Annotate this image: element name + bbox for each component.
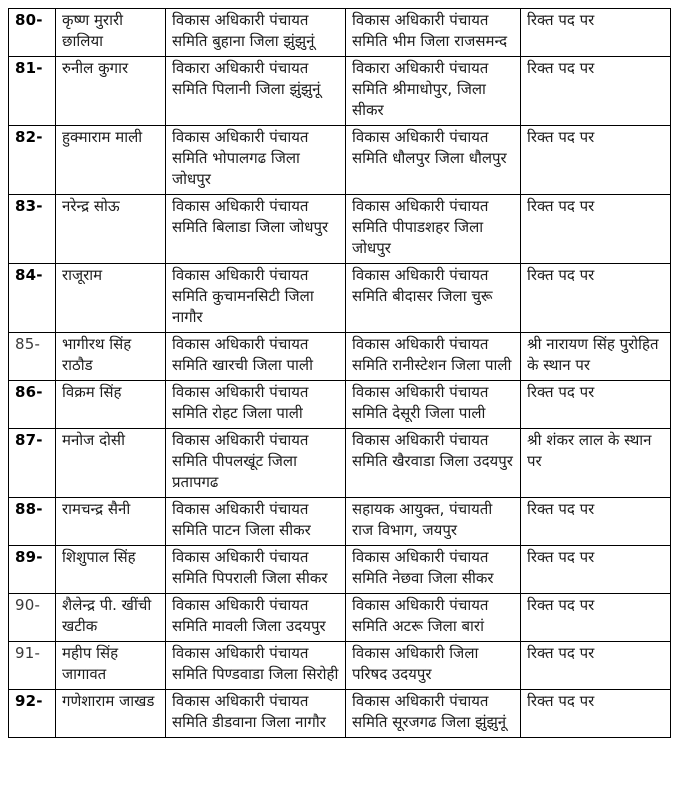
to-post-cell: सहायक आयुक्त, पंचायती राज विभाग, जयपुर [346, 498, 521, 546]
serial-number: 87- [15, 431, 43, 449]
remark-cell: रिक्त पद पर [521, 594, 671, 642]
remark-cell: रिक्त पद पर [521, 9, 671, 57]
remark-cell: रिक्त पद पर [521, 546, 671, 594]
table-row [9, 498, 671, 546]
from-post-cell: विकास अधिकारी पंचायत समिति पिण्डवाडा जिला सिरोही [166, 642, 346, 690]
to-post-cell: विकास अधिकारी पंचायत समिति अटरू जिला बारां [346, 594, 521, 642]
serial-cell [9, 690, 56, 738]
serial-number: 84- [15, 266, 43, 284]
name-cell: नरेन्द्र सोऊ [56, 195, 166, 264]
name-cell: कृष्ण मुरारी छालिया [56, 9, 166, 57]
name-cell: शिशुपाल सिंह [56, 546, 166, 594]
from-post-cell: विकास अधिकारी पंचायत समिति रोहट जिला पाली [166, 381, 346, 429]
name-cell: रामचन्द्र सैनी [56, 498, 166, 546]
serial-cell [9, 195, 56, 264]
name-cell: विक्रम सिंह [56, 381, 166, 429]
from-post-cell: विकारा अधिकारी पंचायत समिति पिलानी जिला झुंझुनूं [166, 57, 346, 126]
table-row [9, 381, 671, 429]
from-post-cell: विकास अधिकारी पंचायत समिति पीपलखूंट जिला प्रतापगढ [166, 429, 346, 498]
name-cell: मनोज दोसी [56, 429, 166, 498]
from-post-cell: विकास अधिकारी पंचायत समिति खारची जिला पाली [166, 333, 346, 381]
from-post-cell: विकास अधिकारी पंचायत समिति पाटन जिला सीकर [166, 498, 346, 546]
to-post-cell: विकास अधिकारी पंचायत समिति सूरजगढ जिला झुंझुनूं [346, 690, 521, 738]
serial-number: 86- [15, 383, 43, 401]
name-cell: भागीरथ सिंह राठौड [56, 333, 166, 381]
remark-cell: रिक्त पद पर [521, 690, 671, 738]
serial-number: 89- [15, 548, 43, 566]
serial-cell [9, 498, 56, 546]
table-row [9, 690, 671, 738]
to-post-cell: विकास अधिकारी पंचायत समिति रानीस्टेशन जिला पाली [346, 333, 521, 381]
serial-cell [9, 264, 56, 333]
name-cell: रुनील कुगार [56, 57, 166, 126]
table-row [9, 642, 671, 690]
serial-number: 82- [15, 128, 43, 146]
table-row [9, 195, 671, 264]
serial-cell [9, 594, 56, 642]
table-row [9, 9, 671, 57]
remark-cell: रिक्त पद पर [521, 381, 671, 429]
to-post-cell: विकास अधिकारी पंचायत समिति देसूरी जिला पाली [346, 381, 521, 429]
name-cell: गणेशाराम जाखड [56, 690, 166, 738]
to-post-cell: विकास अधिकारी पंचायत समिति पीपाडशहर जिला जोधपुर [346, 195, 521, 264]
from-post-cell: विकास अधिकारी पंचायत समिति मावली जिला उदयपुर [166, 594, 346, 642]
serial-cell [9, 333, 56, 381]
name-cell: राजूराम [56, 264, 166, 333]
serial-number: 83- [15, 197, 43, 215]
name-cell: हुक्माराम माली [56, 126, 166, 195]
remark-cell: रिक्त पद पर [521, 126, 671, 195]
remark-cell: रिक्त पद पर [521, 498, 671, 546]
table-row [9, 333, 671, 381]
from-post-cell: विकास अधिकारी पंचायत समिति डीडवाना जिला नागौर [166, 690, 346, 738]
to-post-cell: विकास अधिकारी जिला परिषद उदयपुर [346, 642, 521, 690]
remark-cell: रिक्त पद पर [521, 195, 671, 264]
from-post-cell: विकास अधिकारी पंचायत समिति पिपराली जिला सीकर [166, 546, 346, 594]
serial-cell [9, 9, 56, 57]
table-row [9, 429, 671, 498]
to-post-cell: विकास अधिकारी पंचायत समिति नेछवा जिला सीकर [346, 546, 521, 594]
to-post-cell: विकास अधिकारी पंचायत समिति भीम जिला राजसमन्द [346, 9, 521, 57]
serial-cell [9, 126, 56, 195]
to-post-cell: विकास अधिकारी पंचायत समिति बीदासर जिला चुरू [346, 264, 521, 333]
serial-cell [9, 642, 56, 690]
table-row [9, 546, 671, 594]
serial-number: 91- [15, 644, 41, 662]
remark-cell: रिक्त पद पर [521, 264, 671, 333]
serial-cell [9, 381, 56, 429]
name-cell: महीप सिंह जागावत [56, 642, 166, 690]
table-row [9, 594, 671, 642]
serial-cell [9, 429, 56, 498]
remark-cell: रिक्त पद पर [521, 642, 671, 690]
table-row [9, 126, 671, 195]
to-post-cell: विकास अधिकारी पंचायत समिति खैरवाडा जिला उदयपुर [346, 429, 521, 498]
serial-number: 85- [15, 335, 41, 353]
serial-number: 92- [15, 692, 43, 710]
from-post-cell: विकास अधिकारी पंचायत समिति कुचामनसिटी जिला नागौर [166, 264, 346, 333]
from-post-cell: विकास अधिकारी पंचायत समिति बुहाना जिला झुंझुनूं [166, 9, 346, 57]
remark-cell: रिक्त पद पर [521, 57, 671, 126]
serial-cell [9, 546, 56, 594]
serial-number: 80- [15, 11, 43, 29]
table-row [9, 264, 671, 333]
transfer-table [8, 8, 671, 738]
remark-cell: श्री शंकर लाल के स्थान पर [521, 429, 671, 498]
serial-number: 81- [15, 59, 43, 77]
serial-number: 88- [15, 500, 43, 518]
serial-cell [9, 57, 56, 126]
remark-cell: श्री नारायण सिंह पुरोहित के स्थान पर [521, 333, 671, 381]
from-post-cell: विकास अधिकारी पंचायत समिति भोपालगढ जिला जोधपुर [166, 126, 346, 195]
table-body [9, 9, 671, 738]
table-row [9, 57, 671, 126]
to-post-cell: विकारा अधिकारी पंचायत समिति श्रीमाधोपुर, जिला सीकर [346, 57, 521, 126]
serial-number: 90- [15, 596, 41, 614]
to-post-cell: विकास अधिकारी पंचायत समिति धौलपुर जिला धौलपुर [346, 126, 521, 195]
from-post-cell: विकास अधिकारी पंचायत समिति बिलाडा जिला जोधपुर [166, 195, 346, 264]
name-cell: शैलेन्द्र पी. खींची खटीक [56, 594, 166, 642]
